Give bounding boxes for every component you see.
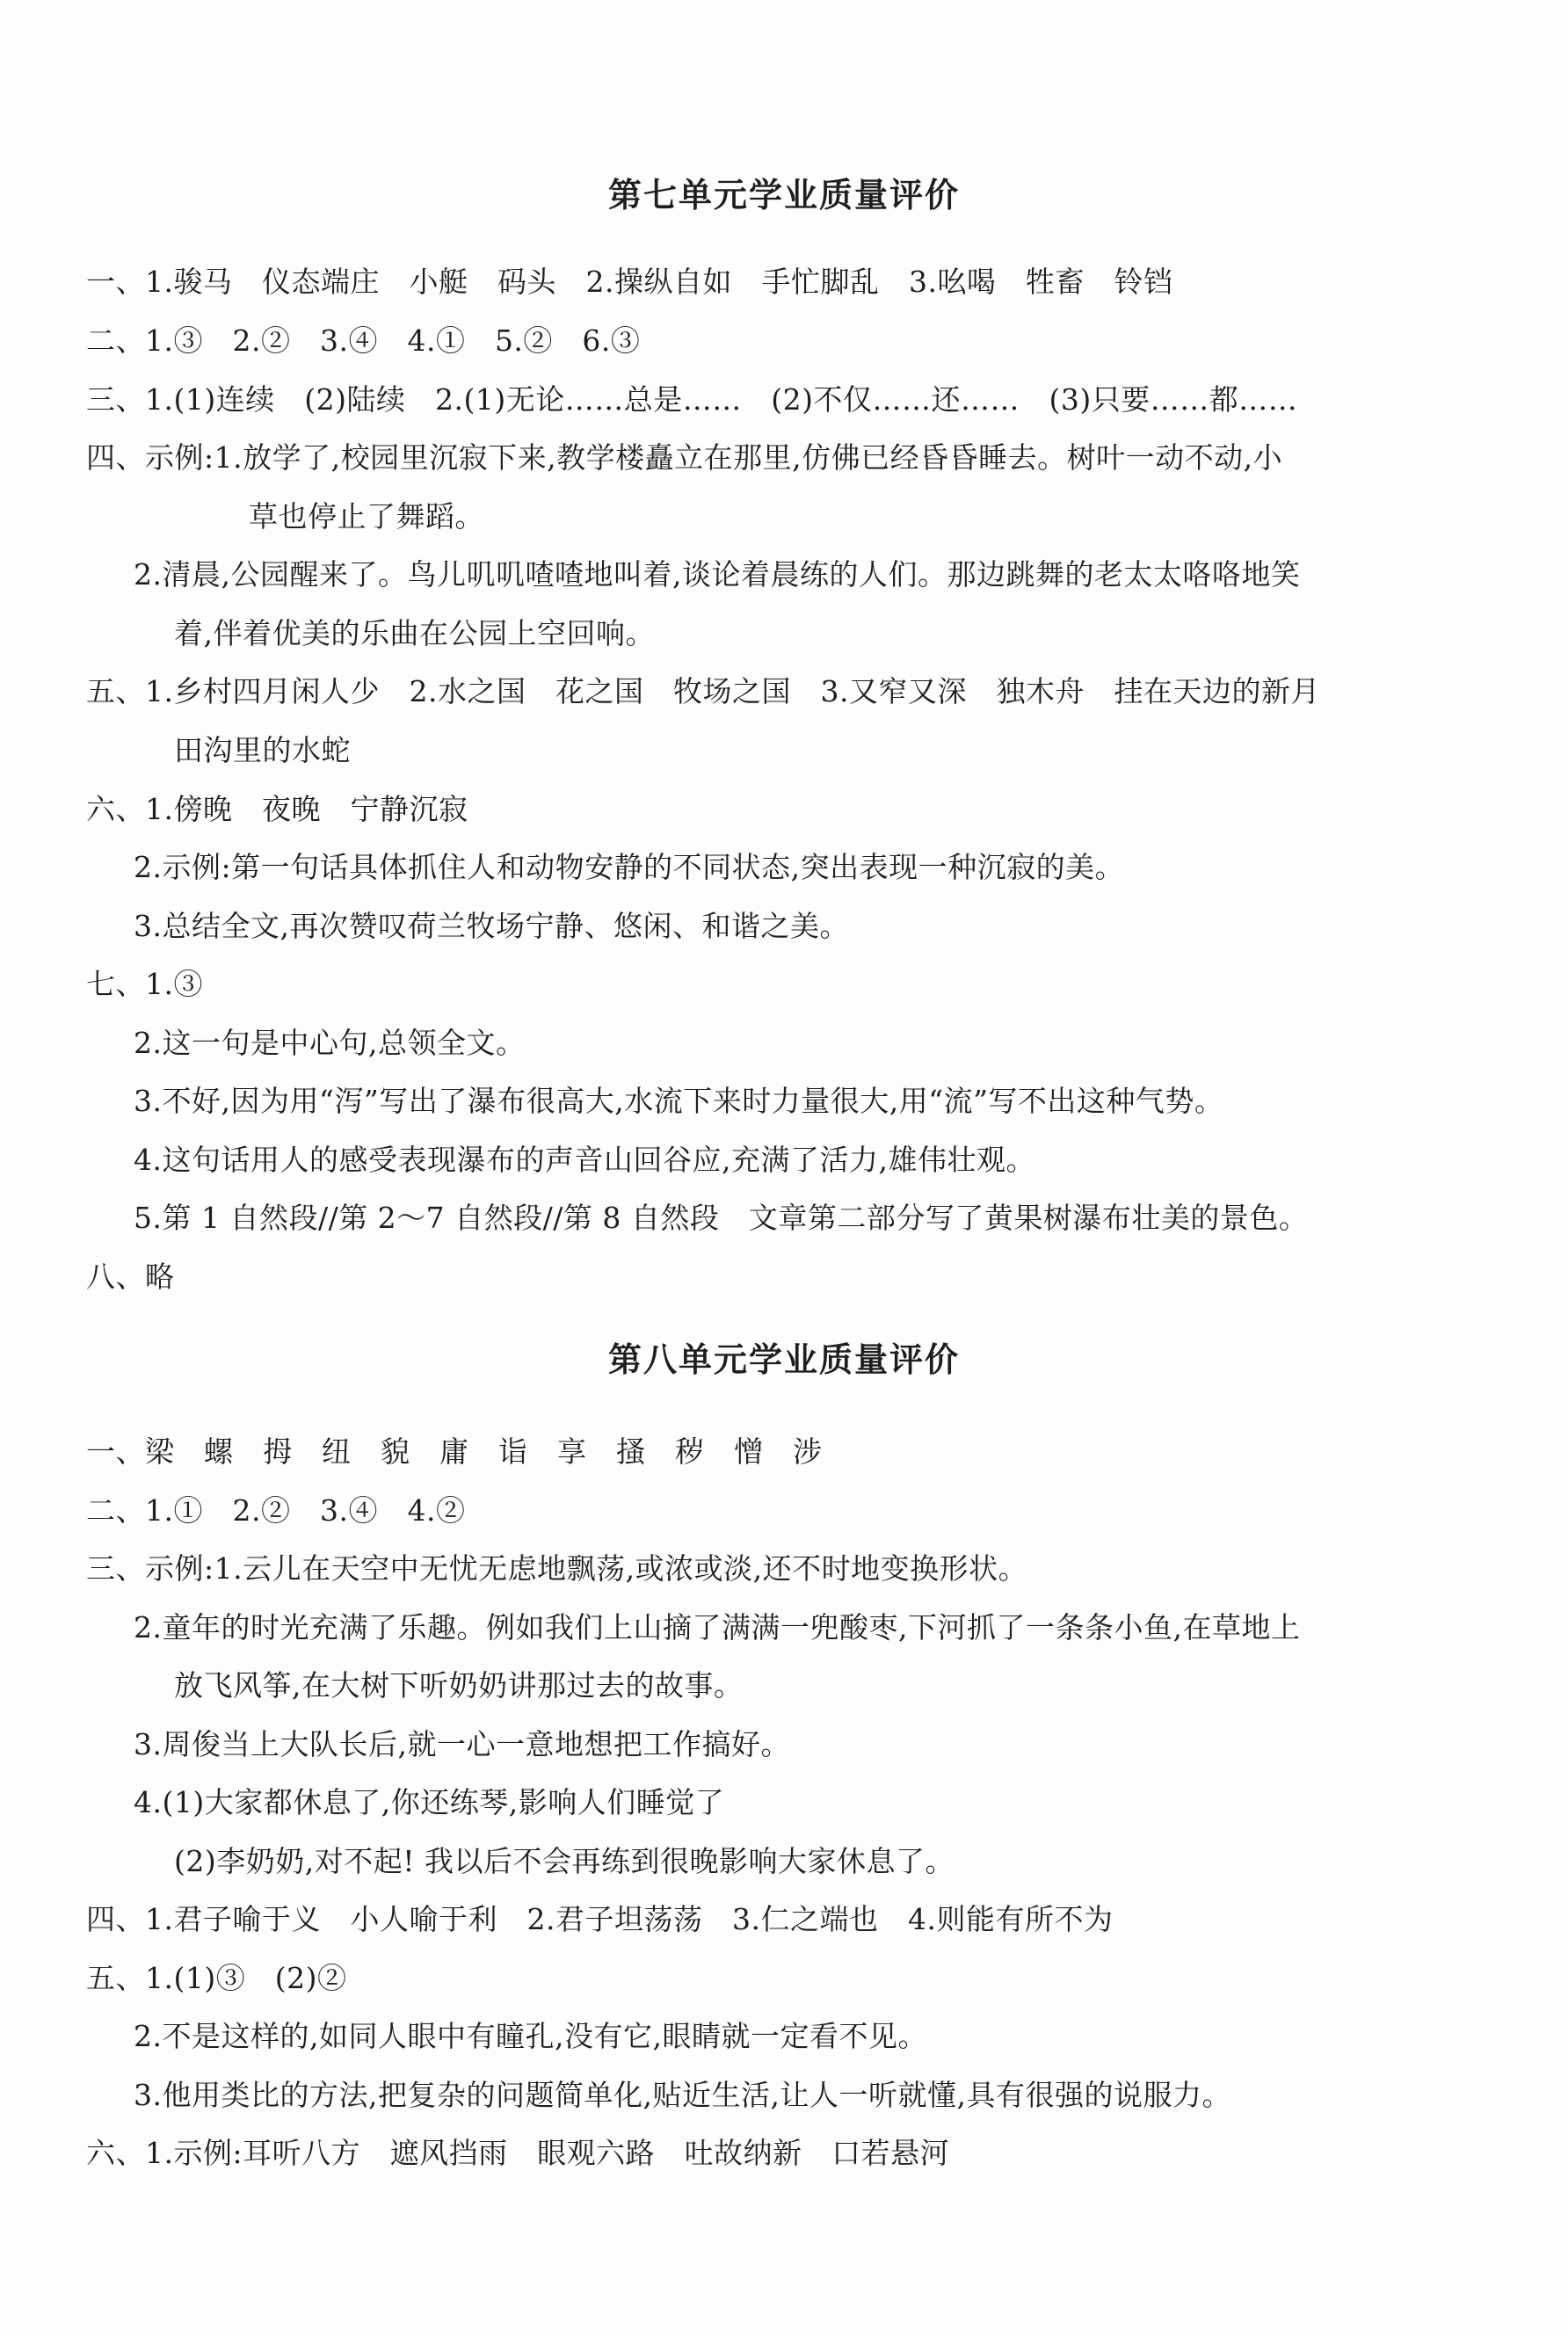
unit8-answer-line: 4.(1)大家都休息了,你还练琴,影响人们睡觉了	[134, 1785, 725, 1819]
unit8-answer-line: 三、示例:1.云儿在天空中无忧无虑地飘荡,或浓或淡,还不时地变换形状。	[86, 1551, 1028, 1586]
unit7-answer-line: 4.这句话用人的感受表现瀑布的声音山回谷应,充满了活力,雄伟壮观。	[134, 1143, 1035, 1177]
unit8-title: 第八单元学业质量评价	[607, 1340, 960, 1379]
unit8-answer-line: 3.周俊当上大队长后,就一心一意地想把工作搞好。	[134, 1727, 790, 1761]
unit8-answer-line: 四、1.君子喻于义 小人喻于利 2.君子坦荡荡 3.仁之端也 4.则能有所不为	[86, 1902, 1114, 1936]
unit8-answer-line: 二、1.① 2.② 3.④ 4.②	[86, 1493, 466, 1528]
unit8-answer-line: 放飞风筝,在大树下听奶奶讲那过去的故事。	[174, 1668, 744, 1703]
unit7-answer-line: 2.示例:第一句话具体抓住人和动物安静的不同状态,突出表现一种沉寂的美。	[134, 850, 1125, 884]
unit7-answer-line: 2.清晨,公园醒来了。鸟儿叽叽喳喳地叫着,谈论着晨练的人们。那边跳舞的老太太咯咯地笑	[134, 557, 1301, 592]
unit7-answer-line: 田沟里的水蛇	[174, 733, 351, 767]
unit7-title: 第七单元学业质量评价	[607, 176, 960, 214]
unit7-answer-line: 草也停止了舞蹈。	[249, 499, 484, 534]
unit7-answer-line: 着,伴着优美的乐曲在公园上空回响。	[174, 616, 655, 650]
unit7-answer-line: 五、1.乡村四月闲人少 2.水之国 花之国 牧场之国 3.又窄又深 独木舟 挂在天边的新月	[86, 674, 1320, 708]
unit8-answer-line: 六、1.示例:耳听八方 遮风挡雨 眼观六路 吐故纳新 口若悬河	[86, 2136, 950, 2170]
unit7-answer-line: 2.这一句是中心句,总领全文。	[134, 1026, 526, 1060]
unit8-answer-line: 3.他用类比的方法,把复杂的问题简单化,贴近生活,让人一听就懂,具有很强的说服力。	[134, 2078, 1231, 2112]
unit7-answer-line: 一、1.骏马 仪态端庄 小艇 码头 2.操纵自如 手忙脚乱 3.吆喝 牲畜 铃铛	[86, 265, 1173, 299]
unit7-answer-line: 四、示例:1.放学了,校园里沉寂下来,教学楼矗立在那里,仿佛已经昏昏睡去。树叶一动不动,小	[86, 440, 1283, 475]
unit7-answer-line: 3.不好,因为用“泻”写出了瀑布很高大,水流下来时力量很大,用“流”写不出这种气势。	[134, 1084, 1224, 1118]
unit7-answer-line: 三、1.(1)连续 (2)陆续 2.(1)无论……总是…… (2)不仅……还…… (3)只要……都……	[86, 382, 1298, 417]
unit8-answer-line: 一、梁 螺 拇 纽 貌 庸 诣 享 搔 秽 憎 涉	[86, 1434, 823, 1469]
unit7-answer-line: 5.第 1 自然段//第 2～7 自然段//第 8 自然段 文章第二部分写了黄果树瀑布壮美的景色。	[134, 1201, 1309, 1235]
unit8-answer-line: 2.不是这样的,如同人眼中有瞳孔,没有它,眼睛就一定看不见。	[134, 2019, 927, 2053]
unit7-answer-line: 二、1.③ 2.② 3.④ 4.① 5.② 6.③	[86, 323, 641, 358]
unit8-answer-line: (2)李奶奶,对不起! 我以后不会再练到很晚影响大家休息了。	[174, 1844, 955, 1878]
unit8-answer-line: 五、1.(1)③ (2)②	[86, 1961, 347, 1995]
unit7-answer-line: 八、略	[86, 1260, 175, 1294]
unit7-answer-line: 七、1.③	[86, 967, 203, 1001]
unit8-answer-line: 2.童年的时光充满了乐趣。例如我们上山摘了满满一兜酸枣,下河抓了一条条小鱼,在草地上	[134, 1610, 1301, 1645]
unit7-answer-line: 3.总结全文,再次赞叹荷兰牧场宁静、悠闲、和谐之美。	[134, 909, 849, 943]
unit7-answer-line: 六、1.傍晚 夜晚 宁静沉寂	[86, 792, 468, 826]
